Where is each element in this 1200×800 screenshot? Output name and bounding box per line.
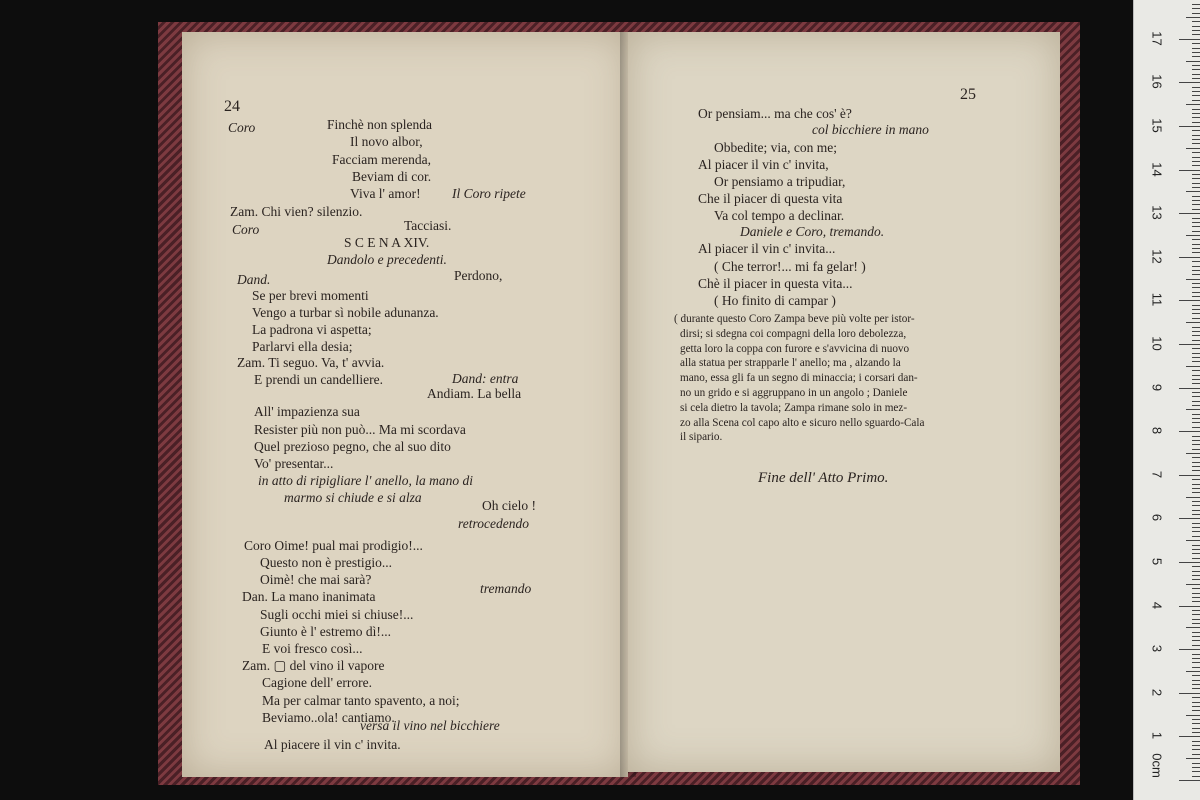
ruler-tick <box>1192 728 1200 729</box>
ruler-tick <box>1186 627 1200 628</box>
ruler-tick <box>1192 348 1200 349</box>
left-text-line: Quel prezioso pegno, che al suo dito <box>254 439 451 454</box>
ruler-tick <box>1192 95 1200 96</box>
ruler-tick <box>1179 82 1200 83</box>
measuring-ruler <box>1133 0 1200 800</box>
ruler-number: 4 <box>1149 601 1165 609</box>
ruler-tick <box>1192 632 1200 633</box>
left-page <box>182 32 628 777</box>
ruler-tick <box>1179 170 1200 171</box>
ruler-tick <box>1192 658 1200 659</box>
ruler-tick <box>1192 645 1200 646</box>
stage-direction-line: mano, essa gli fa un segno di minaccia; i corsari dan- <box>680 372 918 385</box>
ruler-tick <box>1192 706 1200 707</box>
ruler-number: 13 <box>1149 205 1165 220</box>
ruler-tick <box>1192 392 1200 393</box>
ruler-tick <box>1192 667 1200 668</box>
ruler-tick <box>1179 257 1200 258</box>
ruler-tick <box>1192 74 1200 75</box>
ruler-tick <box>1186 17 1200 18</box>
ruler-tick <box>1192 309 1200 310</box>
stage-direction-line: il sipario. <box>680 431 723 444</box>
ruler-tick <box>1186 104 1200 105</box>
right-text-line: ( Ho finito di campar ) <box>714 293 836 308</box>
ruler-tick <box>1192 501 1200 502</box>
ruler-tick <box>1192 209 1200 210</box>
left-text-line: Dand: entra <box>452 371 519 386</box>
stage-direction-line: zo alla Scena col capo alto e sicuro nello sguardo-Cala <box>680 416 925 429</box>
left-text-line: Ma per calmar tanto spavento, a noi; <box>262 693 460 708</box>
ruler-tick <box>1186 584 1200 585</box>
left-text-line: Vengo a turbar sì nobile adunanza. <box>252 305 439 320</box>
right-page <box>628 32 1060 772</box>
ruler-tick <box>1186 715 1200 716</box>
ruler-number: 9 <box>1149 383 1165 391</box>
ruler-tick <box>1192 619 1200 620</box>
ruler-tick <box>1192 579 1200 580</box>
stage-direction-line: dirsi; si sdegna coi compagni della loro debolezza, <box>680 327 907 340</box>
ruler-tick <box>1192 318 1200 319</box>
left-text-line: Coro Oime! pual mai prodigio!... <box>244 538 423 553</box>
right-text-line: Obbedite; via, con me; <box>714 140 837 155</box>
ruler-tick <box>1192 266 1200 267</box>
ruler-tick <box>1192 270 1200 271</box>
ruler-tick <box>1186 497 1200 498</box>
ruler-tick <box>1192 553 1200 554</box>
ruler-tick <box>1192 8 1200 9</box>
right-text-line: ( Che terror!... mi fa gelar! ) <box>714 259 866 274</box>
ruler-tick <box>1192 488 1200 489</box>
ruler-tick <box>1192 684 1200 685</box>
ruler-tick <box>1192 636 1200 637</box>
ruler-tick <box>1192 523 1200 524</box>
ruler-tick <box>1186 409 1200 410</box>
stage-direction-line: si cela dietro la tavola; Zampa rimane solo in mez- <box>680 401 908 414</box>
ruler-tick <box>1192 545 1200 546</box>
ruler-tick <box>1192 418 1200 419</box>
left-text-line: Giunto è l' estremo dì!... <box>260 624 392 639</box>
ruler-tick <box>1192 527 1200 528</box>
ruler-tick <box>1192 87 1200 88</box>
ruler-number: 12 <box>1149 249 1165 264</box>
ruler-tick <box>1192 252 1200 253</box>
left-text-line: Zam. Ti seguo. Va, t' avvia. <box>237 355 385 370</box>
ruler-tick <box>1192 558 1200 559</box>
ruler-tick <box>1192 152 1200 153</box>
ruler-tick <box>1179 475 1200 476</box>
right-text-line: Chè il piacer in questa vita... <box>698 276 853 291</box>
ruler-number: 14 <box>1149 161 1165 177</box>
ruler-tick <box>1192 161 1200 162</box>
ruler-tick <box>1179 213 1200 214</box>
ruler-tick <box>1192 514 1200 515</box>
ruler-tick <box>1192 178 1200 179</box>
ruler-tick <box>1192 549 1200 550</box>
ruler-tick <box>1192 261 1200 262</box>
ruler-tick <box>1179 736 1200 737</box>
ruler-tick <box>1179 300 1200 301</box>
ruler-tick <box>1192 157 1200 158</box>
ruler-number: 2 <box>1149 688 1165 696</box>
ruler-tick <box>1192 754 1200 755</box>
ruler-tick <box>1192 135 1200 136</box>
right-text-line: Daniele e Coro, tremando. <box>740 224 885 239</box>
ruler-tick <box>1186 540 1200 541</box>
ruler-tick <box>1186 191 1200 192</box>
ruler-tick <box>1186 758 1200 759</box>
ruler-tick <box>1192 749 1200 750</box>
ruler-tick <box>1192 109 1200 110</box>
left-text-line: Oh cielo ! <box>482 498 536 513</box>
ruler-tick <box>1192 531 1200 532</box>
ruler-tick <box>1192 763 1200 764</box>
ruler-tick <box>1192 401 1200 402</box>
left-text-line: Dandolo e precedenti. <box>327 252 447 267</box>
left-text-line: Coro <box>232 222 260 237</box>
left-text-line: Facciam merenda, <box>332 152 431 167</box>
ruler-tick <box>1192 566 1200 567</box>
stage-direction-line: ( durante questo Coro Zampa beve più volte per istor- <box>674 313 915 325</box>
left-text-line: Questo non è prestigio... <box>260 555 392 570</box>
ruler-tick <box>1192 675 1200 676</box>
ruler-tick <box>1192 575 1200 576</box>
stage-direction-line: alla statua per strapparle l' anello; ma , alzando la <box>680 357 901 370</box>
ruler-tick <box>1192 305 1200 306</box>
ruler-tick <box>1192 69 1200 70</box>
ruler-tick <box>1192 571 1200 572</box>
ruler-number: 10 <box>1149 336 1165 351</box>
ruler-tick <box>1192 741 1200 742</box>
ruler-tick <box>1192 492 1200 493</box>
ruler-number: 6 <box>1149 514 1165 522</box>
ruler-tick <box>1192 327 1200 328</box>
ruler-tick <box>1192 56 1200 57</box>
ruler-tick <box>1192 588 1200 589</box>
ruler-tick <box>1192 732 1200 733</box>
ruler-number: 5 <box>1149 557 1165 566</box>
ruler-tick <box>1192 688 1200 689</box>
ruler-tick <box>1192 370 1200 371</box>
ruler-tick <box>1192 26 1200 27</box>
ruler-tick <box>1192 335 1200 336</box>
ruler-tick <box>1192 470 1200 471</box>
ruler-tick <box>1192 117 1200 118</box>
ruler-tick <box>1192 422 1200 423</box>
left-text-line: Il Coro ripete <box>452 186 526 201</box>
ruler-number: 11 <box>1149 293 1165 307</box>
ruler-tick <box>1192 375 1200 376</box>
ruler-tick <box>1192 340 1200 341</box>
ruler-tick <box>1192 65 1200 66</box>
ruler-tick <box>1192 34 1200 35</box>
ruler-tick <box>1192 4 1200 5</box>
left-text-line: marmo si chiude e si alza <box>284 490 422 505</box>
left-text-line: Cagione dell' errore. <box>262 675 373 690</box>
ruler-tick <box>1192 436 1200 437</box>
ruler-tick <box>1192 601 1200 602</box>
ruler-unit-label: 0cm <box>1149 753 1165 778</box>
right-text-line: Va col tempo a declinar. <box>714 208 845 223</box>
ruler-number: 1 <box>1149 732 1165 740</box>
ruler-tick <box>1192 48 1200 49</box>
ruler-tick <box>1192 449 1200 450</box>
end-of-act: Fine dell' Atto Primo. <box>758 470 889 486</box>
ruler-tick <box>1179 39 1200 40</box>
ruler-tick <box>1192 414 1200 415</box>
ruler-tick <box>1192 165 1200 166</box>
ruler-tick <box>1192 174 1200 175</box>
left-text-line: Andiam. La bella <box>427 386 522 401</box>
ruler-tick <box>1192 662 1200 663</box>
ruler-tick <box>1192 296 1200 297</box>
ruler-tick <box>1192 239 1200 240</box>
left-text-line: Sugli occhi miei si chiuse!... <box>260 607 414 622</box>
ruler-tick <box>1186 366 1200 367</box>
ruler-number: 8 <box>1149 427 1165 435</box>
ruler-tick <box>1192 776 1200 777</box>
ruler-tick <box>1192 614 1200 615</box>
left-text-line: Al piacere il vin c' invita. <box>264 737 401 752</box>
ruler-tick <box>1192 462 1200 463</box>
ruler-tick <box>1179 562 1200 563</box>
ruler-tick <box>1192 200 1200 201</box>
ruler-tick <box>1192 274 1200 275</box>
left-text-line: retrocedendo <box>458 516 529 531</box>
ruler-tick <box>1192 767 1200 768</box>
ruler-tick <box>1192 444 1200 445</box>
left-text-line: E prendi un candelliere. <box>254 372 383 387</box>
ruler-tick <box>1192 357 1200 358</box>
ruler-tick <box>1192 248 1200 249</box>
ruler-tick <box>1179 606 1200 607</box>
left-text-line: Beviam di cor. <box>352 169 432 184</box>
left-text-line: Tacciasi. <box>404 218 452 233</box>
ruler-tick <box>1192 610 1200 611</box>
ruler-number: 3 <box>1149 645 1165 653</box>
left-text-line: Il novo albor, <box>350 134 423 149</box>
ruler-number: 15 <box>1149 118 1165 133</box>
right-text-line: Or pensiamo a tripudiar, <box>714 174 846 189</box>
ruler-tick <box>1192 593 1200 594</box>
ruler-tick <box>1179 518 1200 519</box>
ruler-tick <box>1192 292 1200 293</box>
left-text-line: E voi fresco così... <box>262 641 363 656</box>
left-text-line: versa il vino nel bicchiere <box>360 718 500 733</box>
right-text-line: col bicchiere in mano <box>812 122 929 137</box>
ruler-tick <box>1192 244 1200 245</box>
left-text-line: Parlarvi ella desia; <box>252 339 353 354</box>
ruler-tick <box>1192 143 1200 144</box>
left-text-line: La padrona vi aspetta; <box>252 322 372 337</box>
ruler-tick <box>1192 91 1200 92</box>
ruler-tick <box>1179 780 1200 781</box>
ruler-tick <box>1192 196 1200 197</box>
left-text-line: Coro <box>228 120 256 135</box>
ruler-tick <box>1192 100 1200 101</box>
stage-direction-line: no un grido e si aggruppano in un angolo ; Daniele <box>680 387 908 399</box>
left-text-line: All' impazienza sua <box>254 404 360 419</box>
ruler-tick <box>1192 623 1200 624</box>
ruler-tick <box>1192 379 1200 380</box>
left-text-line: Beviamo..ola! cantiamo. <box>262 710 395 725</box>
ruler-tick <box>1179 344 1200 345</box>
stage-direction-line: getta loro la coppa con furore e s'avvicina di nuovo <box>680 342 910 355</box>
left-text-line: Dan. La mano inanimata <box>242 589 376 604</box>
ruler-tick <box>1192 466 1200 467</box>
right-text-line: Or pensiam... ma che cos' è? <box>698 106 852 121</box>
right-text-line: Al piacer il vin c' invita... <box>698 241 836 256</box>
ruler-tick <box>1179 649 1200 650</box>
left-text-line: Vo' presentar... <box>254 456 334 471</box>
ruler-tick <box>1192 226 1200 227</box>
ruler-tick <box>1192 183 1200 184</box>
page-number-right: 25 <box>960 86 976 103</box>
ruler-tick <box>1192 719 1200 720</box>
ruler-tick <box>1192 222 1200 223</box>
ruler-tick <box>1186 322 1200 323</box>
ruler-tick <box>1192 427 1200 428</box>
ruler-tick <box>1192 697 1200 698</box>
ruler-tick <box>1192 640 1200 641</box>
left-text-line: in atto di ripigliare l' anello, la mano di <box>258 473 474 488</box>
ruler-number: 17 <box>1149 31 1165 46</box>
right-text-line: Che il piacer di questa vita <box>698 191 843 206</box>
ruler-tick <box>1192 331 1200 332</box>
ruler-tick <box>1192 680 1200 681</box>
left-text-line: Finchè non splenda <box>327 117 432 132</box>
ruler-tick <box>1192 287 1200 288</box>
ruler-tick <box>1192 13 1200 14</box>
ruler-tick <box>1192 43 1200 44</box>
ruler-tick <box>1192 710 1200 711</box>
ruler-tick <box>1192 440 1200 441</box>
ruler-tick <box>1192 218 1200 219</box>
ruler-tick <box>1192 654 1200 655</box>
ruler-tick <box>1186 148 1200 149</box>
ruler-tick <box>1179 431 1200 432</box>
ruler-tick <box>1192 745 1200 746</box>
ruler-tick <box>1186 61 1200 62</box>
left-text-line: S C E N A XIV. <box>344 235 430 250</box>
left-text-line: Perdono, <box>454 268 503 283</box>
left-text-line: Zam. ▢ del vino il vapore <box>242 658 385 673</box>
ruler-tick <box>1192 723 1200 724</box>
left-text-line: Viva l' amor! <box>350 186 421 201</box>
ruler-tick <box>1192 21 1200 22</box>
left-text-line: Se per brevi momenti <box>252 288 369 303</box>
ruler-tick <box>1192 283 1200 284</box>
ruler-tick <box>1192 113 1200 114</box>
ruler-tick <box>1192 510 1200 511</box>
ruler-tick <box>1192 505 1200 506</box>
ruler-tick <box>1192 313 1200 314</box>
left-text-line: Dand. <box>237 272 271 287</box>
ruler-tick <box>1179 693 1200 694</box>
ruler-tick <box>1192 457 1200 458</box>
ruler-tick <box>1192 771 1200 772</box>
ruler-tick <box>1186 453 1200 454</box>
ruler-tick <box>1192 383 1200 384</box>
ruler-tick <box>1192 597 1200 598</box>
left-text-line: tremando <box>480 581 532 596</box>
right-text-line: Al piacer il vin c' invita, <box>698 157 829 172</box>
ruler-tick <box>1192 30 1200 31</box>
ruler-tick <box>1192 361 1200 362</box>
ruler-tick <box>1192 396 1200 397</box>
ruler-tick <box>1192 702 1200 703</box>
ruler-tick <box>1192 122 1200 123</box>
ruler-tick <box>1192 78 1200 79</box>
ruler-tick <box>1192 353 1200 354</box>
ruler-tick <box>1192 484 1200 485</box>
ruler-tick <box>1192 405 1200 406</box>
ruler-tick <box>1179 388 1200 389</box>
ruler-tick <box>1192 187 1200 188</box>
ruler-tick <box>1192 204 1200 205</box>
ruler-tick <box>1186 279 1200 280</box>
ruler-tick <box>1179 126 1200 127</box>
ruler-tick <box>1192 231 1200 232</box>
ruler-number: 16 <box>1149 74 1165 90</box>
page-number-left: 24 <box>224 98 240 115</box>
ruler-tick <box>1192 536 1200 537</box>
ruler-tick <box>1192 479 1200 480</box>
ruler-tick <box>1192 130 1200 131</box>
ruler-tick <box>1192 52 1200 53</box>
left-text-line: Oimè! che mai sarà? <box>260 572 372 587</box>
ruler-tick <box>1192 139 1200 140</box>
ruler-tick <box>1186 671 1200 672</box>
ruler-number: 7 <box>1149 470 1165 478</box>
left-text-line: Zam. Chi vien? silenzio. <box>230 204 363 219</box>
left-text-line: Resister più non può... Ma mi scordava <box>254 422 466 437</box>
ruler-tick <box>1186 235 1200 236</box>
